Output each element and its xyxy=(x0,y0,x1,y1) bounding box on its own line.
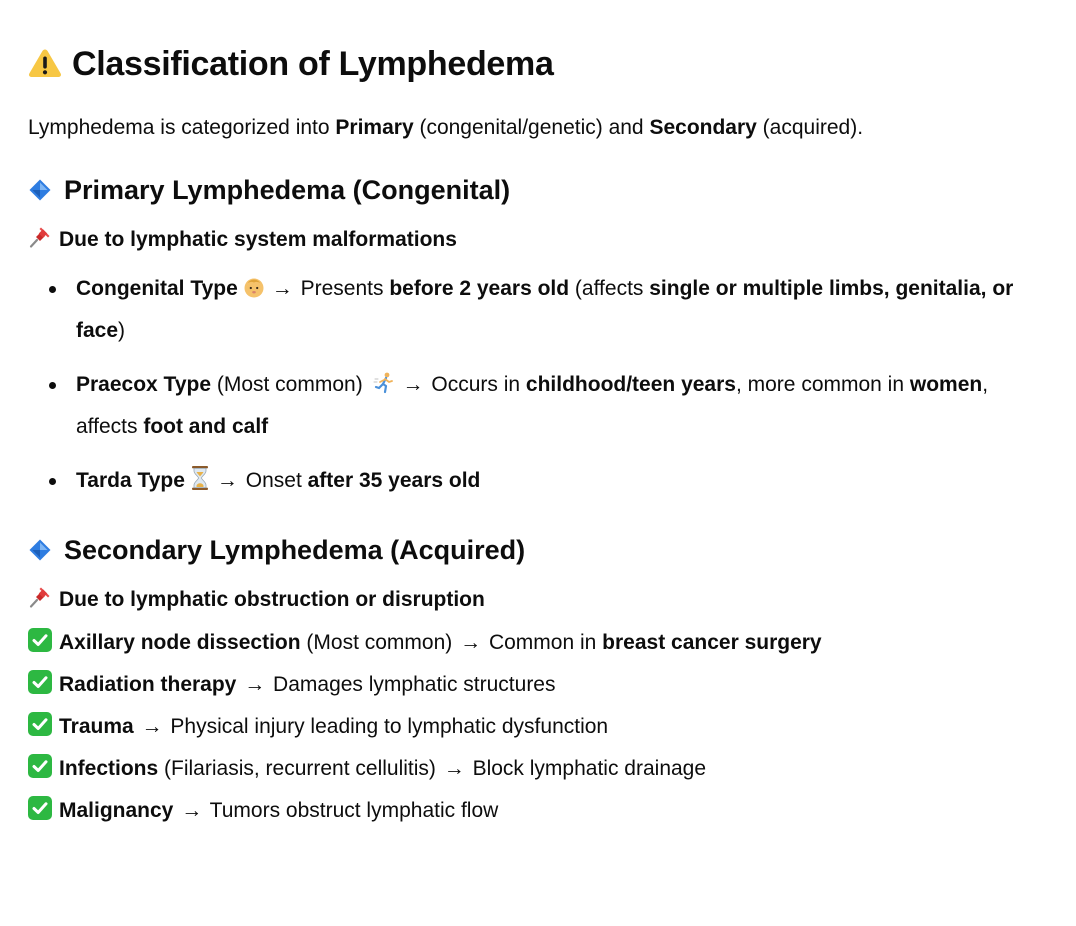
list-item-infections: Infections (Filariasis, recurrent cellulitis) → Block lymphatic drainage xyxy=(28,748,1030,790)
baby-icon xyxy=(242,275,266,299)
pushpin-icon xyxy=(28,225,52,249)
warning-icon xyxy=(28,48,62,78)
intro-paragraph: Lymphedema is categorized into Primary (congenital/genetic) and Secondary (acquired). xyxy=(28,116,864,139)
list-item-congenital-type: Congenital Type → Presents before 2 years old (affects single or multiple limbs, genitalia, or face) xyxy=(76,268,1030,352)
check-mark-icon xyxy=(28,628,52,652)
secondary-heading: Secondary Lymphedema (Acquired) xyxy=(28,530,1030,570)
runner-icon xyxy=(373,371,397,395)
intro-primary: Primary xyxy=(335,116,414,139)
list-item-radiation-therapy: Radiation therapy → Damages lymphatic structures xyxy=(28,664,1030,706)
check-mark-icon xyxy=(28,796,52,820)
primary-types-list xyxy=(28,268,1030,502)
blue-diamond-icon xyxy=(28,538,52,562)
secondary-causes-list xyxy=(28,622,1030,832)
list-item-tarda-type: Tarda Type → Onset after 35 years old xyxy=(76,460,1030,502)
pushpin-icon xyxy=(28,585,52,609)
list-item-trauma: Trauma → Physical injury leading to lymphatic dysfunction xyxy=(28,706,1030,748)
blue-diamond-icon xyxy=(28,178,52,202)
list-item-axillary-node-dissection: Axillary node dissection (Most common) → Common in breast cancer surgery xyxy=(28,622,1030,664)
title-text: Classification of Lymphedema xyxy=(72,45,554,83)
check-mark-icon xyxy=(28,670,52,694)
check-mark-icon xyxy=(28,754,52,778)
page-title xyxy=(28,40,1030,88)
intro-secondary: Secondary xyxy=(649,116,757,139)
list-item-malignancy: Malignancy → Tumors obstruct lymphatic flow xyxy=(28,790,1030,832)
list-item-praecox-type: Praecox Type (Most common) → Occurs in childhood/teen years, more common in women, affects foot and calf xyxy=(76,364,1030,448)
primary-cause: Due to lymphatic system malformations xyxy=(28,224,1030,256)
secondary-cause: Due to lymphatic obstruction or disruption xyxy=(28,584,1030,616)
primary-heading: Primary Lymphedema (Congenital) xyxy=(28,170,1030,210)
check-mark-icon xyxy=(28,712,52,736)
hourglass-icon xyxy=(189,465,211,491)
